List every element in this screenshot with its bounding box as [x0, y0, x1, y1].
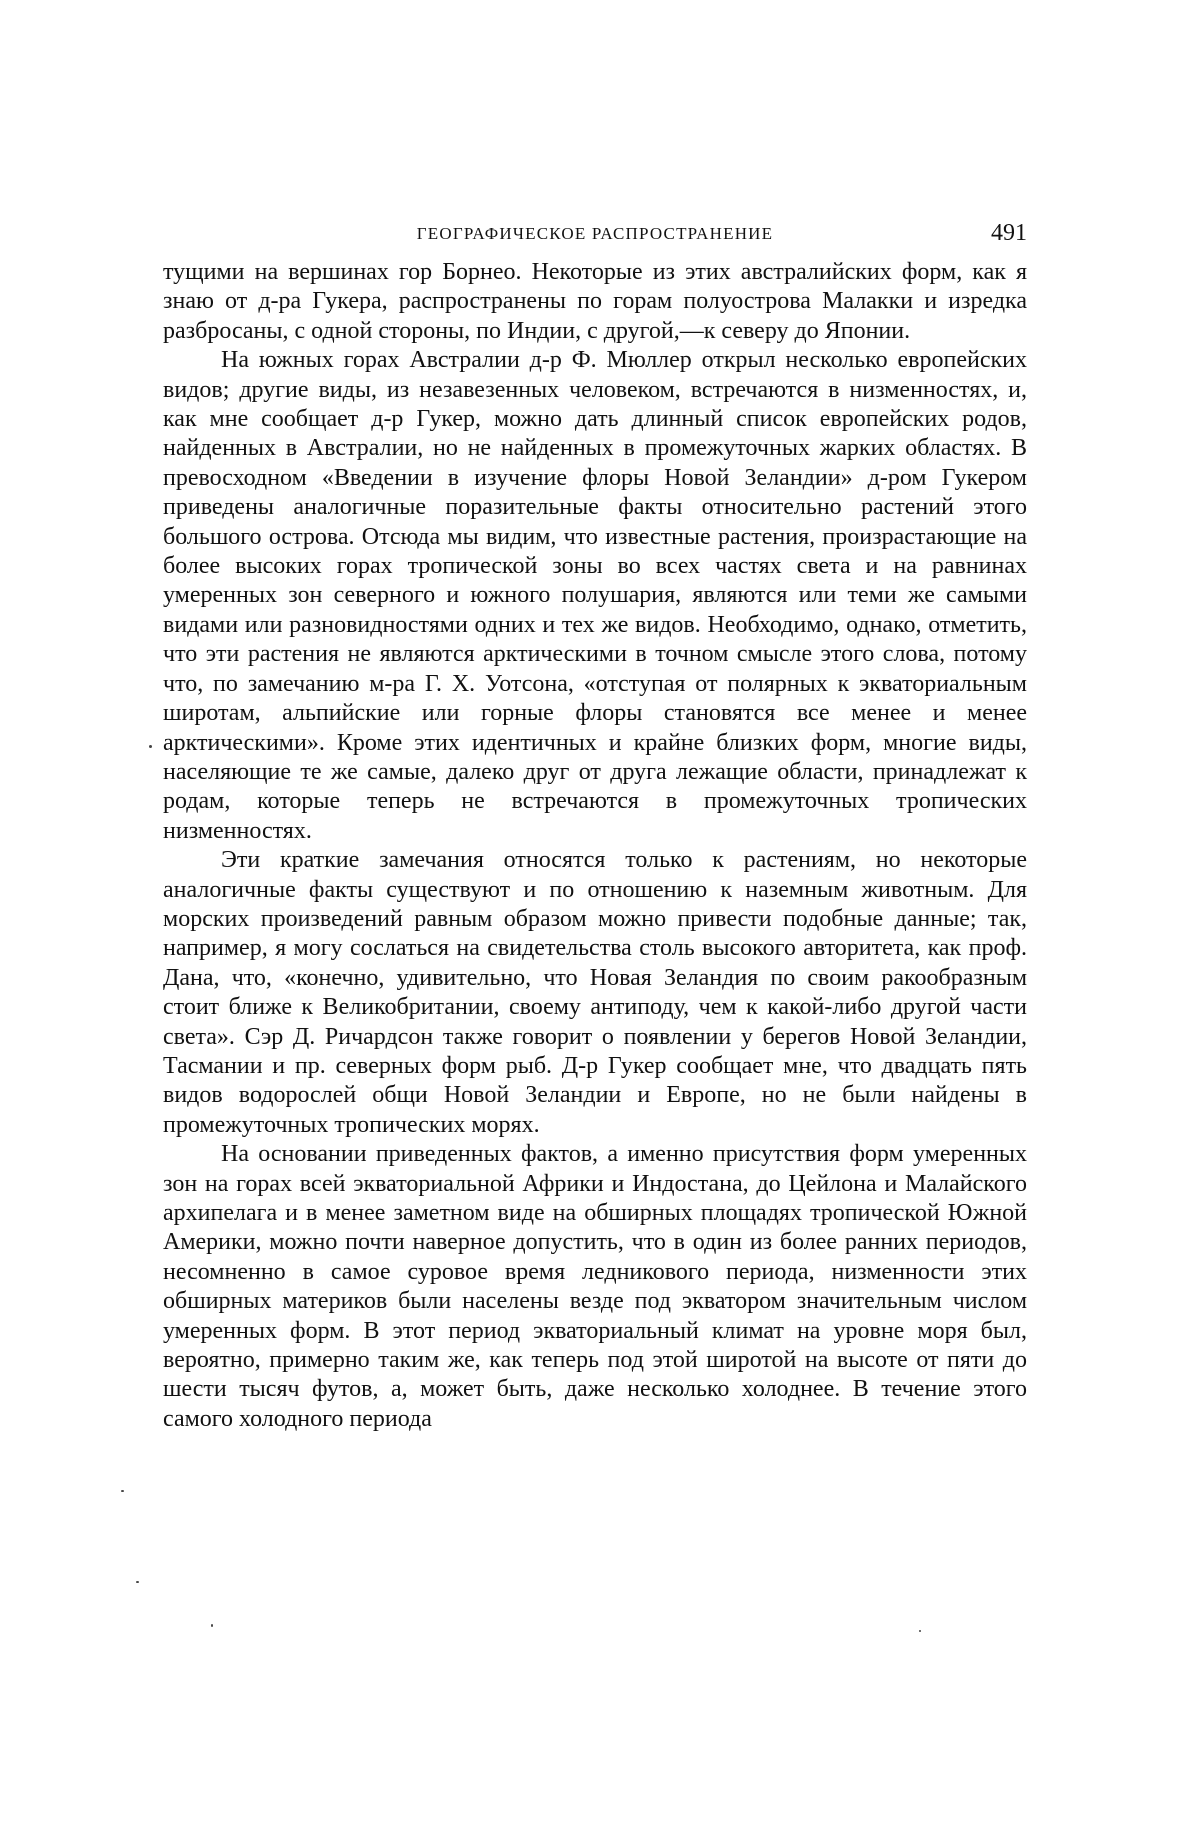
paragraph-1: тущими на вершинах гор Борнео. Некоторые из этих австралийских форм, как я знаю от д-ра Гукера, распространены по горам полуострова Малакки и изредка разбросаны, с одной стороны, по Индии, с другой,—к северу до Японии.	[163, 258, 1027, 346]
book-page	[0, 0, 1200, 1846]
print-speck	[121, 1490, 124, 1492]
print-speck	[919, 1630, 921, 1632]
page-number: 491	[991, 220, 1027, 247]
print-speck	[211, 1624, 213, 1627]
running-head	[163, 220, 1027, 254]
running-title: ГЕОГРАФИЧЕСКОЕ РАСПРОСТРАНЕНИЕ	[163, 224, 1027, 244]
paragraph-2: На южных горах Австралии д-р Ф. Мюллер открыл несколько европейских видов; другие виды, из незавезенных человеком, встречаются в низменностях, и, как мне сообщает д-р Гукер, можно дать длинный список европейских родов, найденных в Австралии, но не найденных в промежуточных жарких областях. В превосходном «Введении в изучение флоры Новой Зеландии» д-ром Гукером приведены аналогичные поразительные факты относительно растений этого большого острова. Отсюда мы видим, что известные растения, произрастающие на более высоких горах тропической зоны во всех частях света и на равнинах умеренных зон северного и южного полушария, являются или теми же самыми видами или разновидностями одних и тех же видов. Необходимо, однако, отметить, что эти растения не являются арктическими в точном смысле этого слова, потому что, по замечанию м-ра Г. Х. Уотсона, «отступая от полярных к экваториальным широтам, альпийские или горные флоры становятся все менее и менее арктическими». Кроме этих идентичных и крайне близких форм, многие виды, населяющие те же самые, далеко друг от друга лежащие области, принадлежат к родам, которые теперь не встречаются в промежуточных тропических низменностях.	[163, 346, 1027, 846]
body-text	[163, 258, 1027, 1434]
paragraph-3: Эти краткие замечания относятся только к растениям, но некоторые аналогичные факты существуют и по отношению к наземным животным. Для морских произведений равным образом можно привести подобные данные; так, например, я могу сослаться на свидетельства столь высокого авторитета, как проф. Дана, что, «конечно, удивительно, что Новая Зеландия по своим ракообразным стоит ближе к Великобритании, своему антиподу, чем к какой-либо другой части света». Сэр Д. Ричардсон также говорит о появлении у берегов Новой Зеландии, Тасмании и пр. северных форм рыб. Д-р Гукер сообщает мне, что двадцать пять видов водорослей общи Новой Зеландии и Европе, но не были найдены в промежуточных тропических морях.	[163, 846, 1027, 1140]
print-speck	[136, 1581, 139, 1583]
print-speck	[149, 745, 152, 748]
paragraph-4: На основании приведенных фактов, а именно присутствия форм умеренных зон на горах всей экваториальной Африки и Индостана, до Цейлона и Малайского архипелага и в менее заметном виде на обширных площадях тропической Южной Америки, можно почти наверное допустить, что в один из более ранних периодов, несомненно в самое суровое время ледникового периода, низменности этих обширных материков были населены везде под экватором значительным числом умеренных форм. В этот период экваториальный климат на уровне моря был, вероятно, примерно таким же, как теперь под этой широтой на высоте от пяти до шести тысяч футов, а, может быть, даже несколько холоднее. В течение этого самого холодного периода	[163, 1140, 1027, 1434]
